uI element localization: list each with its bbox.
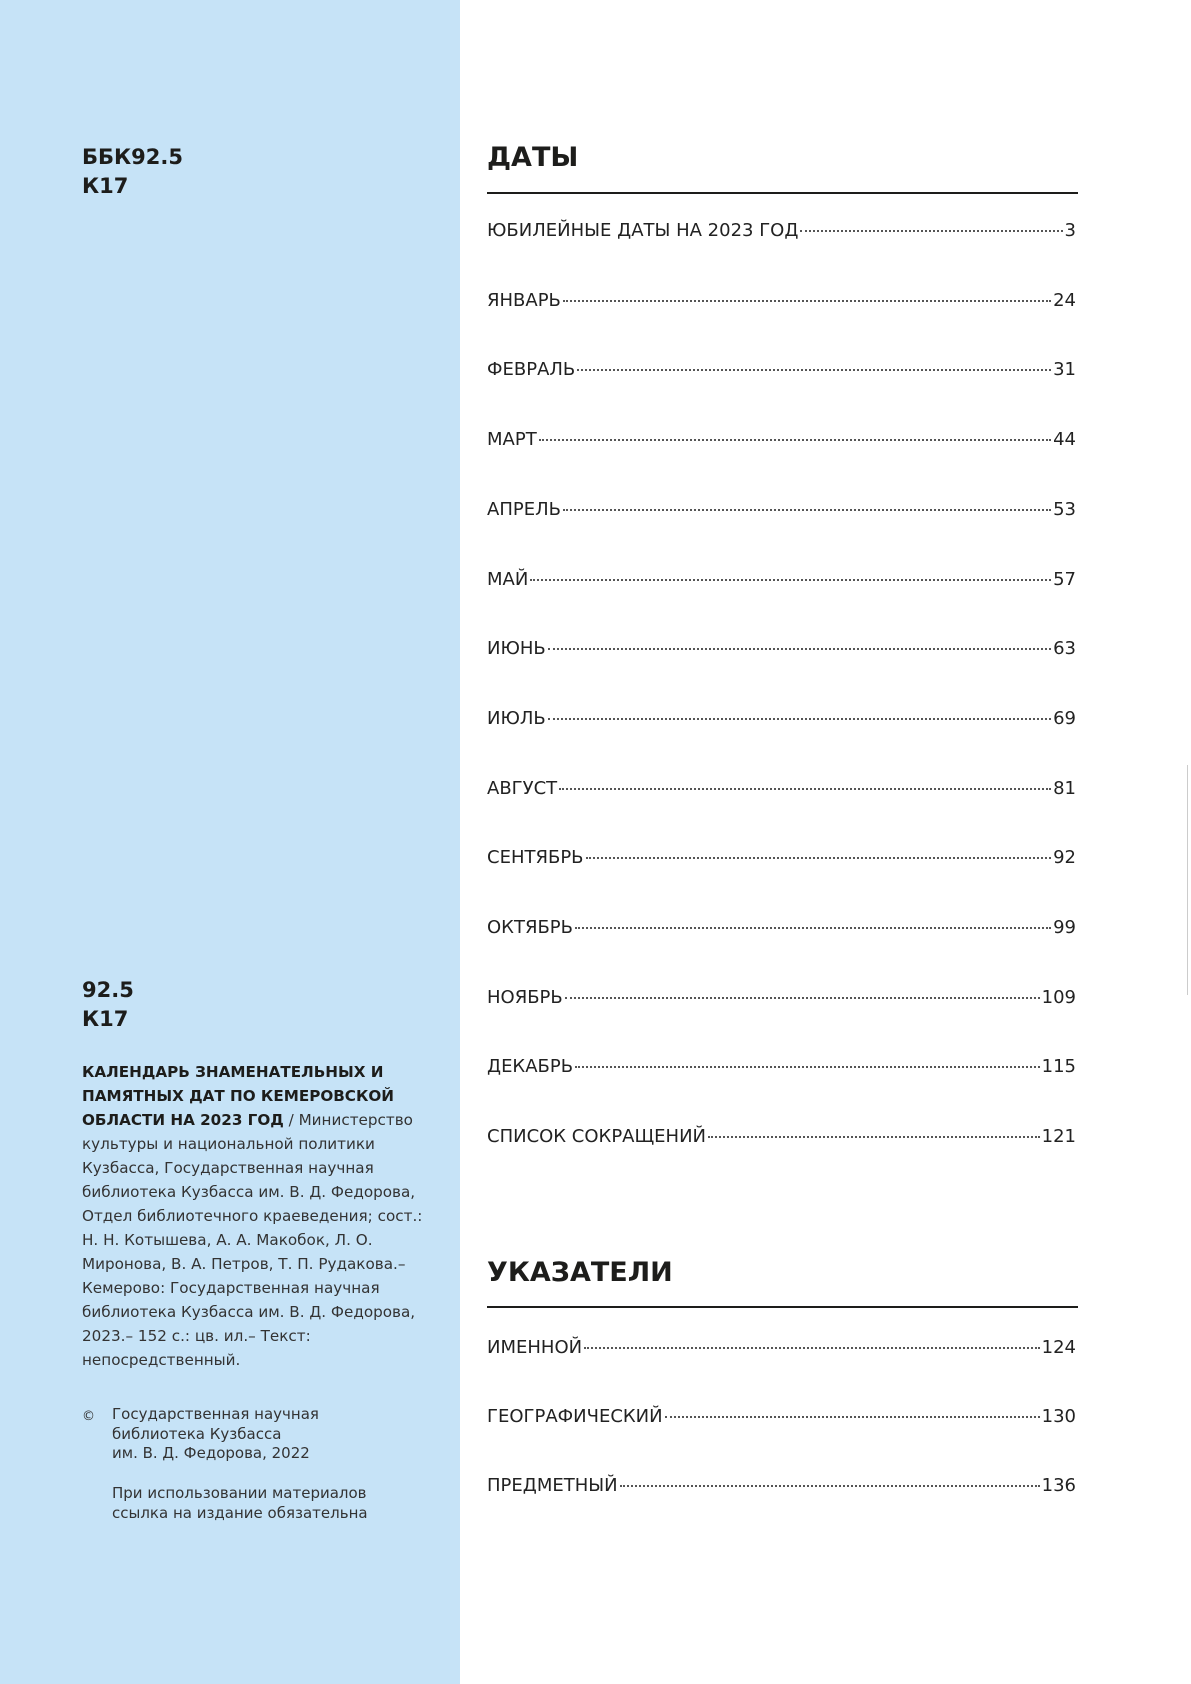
- index-code-value: 92.5: [82, 978, 134, 1002]
- index-author-code: К17: [82, 1007, 129, 1031]
- toc-entry[interactable]: [487, 1406, 1076, 1430]
- dot-leader: [575, 1066, 1040, 1068]
- bbk-code: [82, 143, 183, 201]
- toc-entry-label: ЯНВАРЬ: [487, 289, 561, 311]
- toc-entry[interactable]: [487, 987, 1076, 1011]
- toc-entry-page: 124: [1041, 1337, 1076, 1358]
- copyright-block: [82, 1405, 319, 1464]
- toc-entry-label: ОКТЯБРЬ: [487, 917, 574, 938]
- toc-entry-page: 57: [1053, 568, 1076, 590]
- toc-entry[interactable]: [487, 708, 1076, 732]
- dot-leader: [620, 1485, 1040, 1487]
- dot-leader: [563, 509, 1051, 511]
- dot-leader: [563, 300, 1051, 302]
- toc-entry-page: 121: [1041, 1126, 1076, 1148]
- toc-entry-label: ЮБИЛЕЙНЫЕ ДАТЫ НА 2023 ГОД: [487, 220, 799, 241]
- copyright-line: Государственная научная: [112, 1405, 319, 1423]
- dot-leader: [539, 439, 1051, 441]
- section-heading-dates: ДАТЫ: [487, 142, 579, 173]
- toc-entry-label: ИЮНЬ: [487, 638, 546, 660]
- dot-leader: [708, 1136, 1040, 1138]
- toc-entry-label: МАРТ: [487, 429, 537, 451]
- note-line: При использовании материалов: [112, 1484, 367, 1502]
- bibliographic-description: [82, 1060, 442, 1372]
- dot-leader: [584, 1347, 1040, 1349]
- toc-entry-page: 3: [1064, 220, 1076, 241]
- toc-entry-label: НОЯБРЬ: [487, 986, 563, 1008]
- toc-entry-label: СЕНТЯБРЬ: [487, 847, 584, 869]
- toc-entry-label: ГЕОГРАФИЧЕСКИЙ: [487, 1406, 663, 1427]
- toc-entry[interactable]: [487, 1337, 1076, 1361]
- toc-entry[interactable]: [487, 359, 1076, 383]
- toc-entry-page: 115: [1041, 1056, 1076, 1078]
- toc-entry[interactable]: [487, 1056, 1076, 1080]
- divider: [487, 1306, 1078, 1308]
- toc-entry-label: ИЮЛЬ: [487, 707, 546, 729]
- toc-entry[interactable]: [487, 778, 1076, 802]
- toc-entry-page: 81: [1053, 777, 1076, 799]
- toc-entry[interactable]: [487, 499, 1076, 523]
- copyright-line: им. В. Д. Федорова, 2022: [112, 1444, 310, 1462]
- toc-entry[interactable]: [487, 220, 1076, 244]
- book-title: КАЛЕНДАРЬ ЗНАМЕНАТЕЛЬНЫХ И ПАМЯТНЫХ ДАТ ПО КЕМЕРОВСКОЙ ОБЛАСТИ НА 2023 ГОД: [82, 1063, 394, 1129]
- index-code: [82, 976, 134, 1034]
- divider: [487, 192, 1078, 194]
- copyright-icon: ©: [82, 1409, 95, 1424]
- dot-leader: [577, 369, 1051, 371]
- dot-leader: [665, 1416, 1040, 1418]
- toc-entry-label: ДЕКАБРЬ: [487, 1056, 574, 1078]
- usage-note: [112, 1484, 368, 1523]
- toc-entry-label: ФЕВРАЛЬ: [487, 359, 576, 381]
- dot-leader: [548, 648, 1051, 650]
- dot-leader: [586, 857, 1052, 859]
- toc-entry-label: АПРЕЛЬ: [487, 498, 561, 520]
- toc-entry[interactable]: [487, 1475, 1076, 1499]
- toc-entry[interactable]: [487, 569, 1076, 593]
- toc-entry-page: 109: [1041, 986, 1076, 1008]
- toc-entry-label: ПРЕДМЕТНЫЙ: [487, 1475, 618, 1496]
- toc-entry-page: 92: [1053, 847, 1076, 869]
- note-line: ссылка на издание обязательна: [112, 1503, 368, 1522]
- toc-entry-page: 69: [1053, 707, 1076, 729]
- toc-entry-page: 44: [1053, 429, 1076, 451]
- toc-entry-page: 63: [1053, 638, 1076, 660]
- dot-leader: [565, 997, 1040, 999]
- dot-leader: [548, 718, 1051, 720]
- toc-entry-page: 31: [1053, 359, 1076, 381]
- toc-entry[interactable]: [487, 1126, 1076, 1150]
- toc-entry-label: ИМЕННОЙ: [487, 1337, 583, 1358]
- page-edge-mark: [1187, 765, 1188, 995]
- toc-entry-page: 24: [1053, 289, 1076, 311]
- toc-entry-label: СПИСОК СОКРАЩЕНИЙ: [487, 1126, 707, 1148]
- dot-leader: [530, 579, 1051, 581]
- toc-entry-page: 99: [1053, 917, 1076, 938]
- toc-entry[interactable]: [487, 638, 1076, 662]
- toc-entry-page: 130: [1041, 1406, 1076, 1427]
- toc-entry-label: АВГУСТ: [487, 777, 558, 799]
- bbk-code-value: ББК92.5: [82, 145, 183, 169]
- copyright-line: библиотека Кузбасса: [112, 1424, 282, 1443]
- dot-leader: [800, 230, 1062, 232]
- toc-entry-page: 136: [1041, 1475, 1076, 1496]
- dot-leader: [575, 927, 1051, 929]
- toc-entry-page: 53: [1053, 498, 1076, 520]
- section-heading-indexes: УКАЗАТЕЛИ: [487, 1257, 673, 1288]
- description-text: / Министерство культуры и национальной политики Кузбасса, Государственная научная библиотека Кузбасса им. В. Д. Федорова, Отдел библиотечного краеведения; сост.: Н. Н. Котышева, А. А. Макобок, Л. О. Миронова, В. А. Петров, Т. П. Рудакова.– Кемерово: Государственная научная библиотека Кузбасса им. В. Д. Федорова, 2023.– 152 с.: цв. ил.– Текст: непосредственный.: [82, 1111, 423, 1369]
- toc-entry-label: МАЙ: [487, 568, 529, 590]
- toc-entry[interactable]: [487, 917, 1076, 941]
- toc-entry[interactable]: [487, 290, 1076, 314]
- toc-entry[interactable]: [487, 429, 1076, 453]
- bbk-author-code: К17: [82, 174, 129, 198]
- toc-entry[interactable]: [487, 847, 1076, 871]
- dot-leader: [559, 788, 1051, 790]
